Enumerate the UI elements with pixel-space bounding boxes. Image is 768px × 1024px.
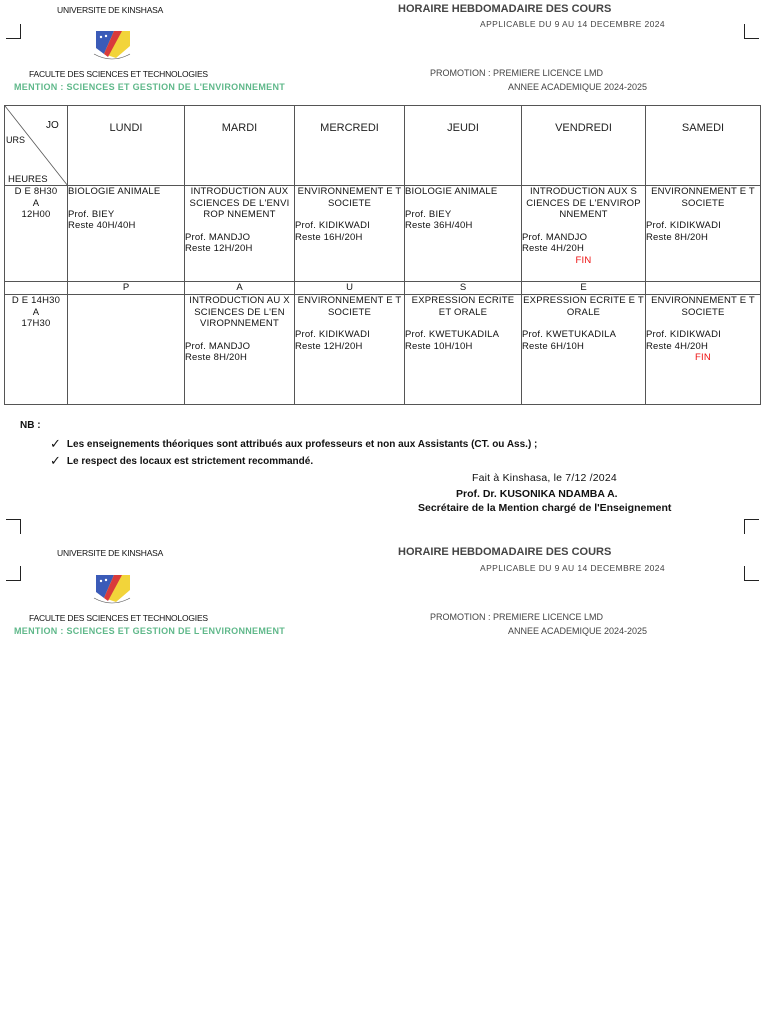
check-icon: ✓ [50, 436, 61, 451]
signatory-role: Secrétaire de la Mention chargé de l'Enseignement [418, 502, 672, 514]
course-cell [295, 186, 405, 282]
crop-mark [744, 566, 759, 581]
course-cell [646, 186, 761, 282]
schedule-title: HORAIRE HEBDOMADAIRE DES COURS [398, 3, 612, 15]
pause-letter: E [522, 282, 646, 295]
university-name: UNIVERSITE DE KINSHASA [57, 548, 164, 558]
day-header: LUNDI [68, 106, 185, 186]
academic-year: ANNEE ACADEMIQUE 2024-2025 [508, 82, 648, 92]
pause-letter: S [405, 282, 522, 295]
course-title: INTRODUCTION AU X SCIENCES DE L'EN VIROPNNEMENT [189, 295, 290, 329]
university-logo [90, 572, 134, 606]
course-professor: Prof. KIDIKWADI [646, 220, 721, 231]
course-professor: Prof. BIEY [68, 208, 115, 220]
time-slot [5, 186, 68, 282]
course-title: EXPRESSION ECRITE E T ORALE [523, 295, 644, 318]
course-title: BIOLOGIE ANIMALE [405, 186, 498, 197]
pause-letter: P [68, 282, 185, 295]
course-title: ENVIRONNEMENT E T SOCIETE [651, 186, 755, 209]
course-cell [185, 295, 295, 405]
table-header-row [5, 106, 761, 186]
day-header: MERCREDI [295, 106, 405, 186]
course-end-marker: FIN [575, 254, 592, 266]
course-professor: Prof. KWETUKADILA [405, 329, 500, 340]
corner-urs: URS [6, 135, 26, 145]
university-name: UNIVERSITE DE KINSHASA [57, 5, 164, 15]
time-to: 17H30 [21, 318, 51, 329]
course-cell [185, 186, 295, 282]
table-row-morning [5, 186, 761, 282]
corner-cell [5, 106, 68, 186]
check-icon: ✓ [50, 453, 61, 468]
mention-name: MENTION : SCIENCES ET GESTION DE L'ENVIRONNEMENT [14, 626, 286, 636]
pause-cell [646, 282, 761, 295]
course-remaining: Reste 12H/20H [185, 243, 253, 254]
course-title: INTRODUCTION AUX SCIENCES DE L'ENVI ROP NNEMENT [189, 186, 290, 220]
course-remaining: Reste 8H/20H [185, 352, 248, 363]
time-sep: A [32, 306, 40, 318]
crop-mark [744, 519, 759, 534]
course-remaining: Reste 6H/10H [522, 340, 585, 352]
applicable-dates: APPLICABLE DU 9 AU 14 DECEMBRE 2024 [480, 563, 666, 573]
signatory-name: Prof. Dr. KUSONIKA NDAMBA A. [456, 488, 618, 500]
course-professor: Prof. KIDIKWADI [295, 329, 370, 340]
day-header: SAMEDI [646, 106, 761, 186]
course-cell [522, 295, 646, 405]
mention-name: MENTION : SCIENCES ET GESTION DE L'ENVIRONNEMENT [14, 82, 286, 92]
day-header: VENDREDI [522, 106, 646, 186]
table-row-pause [5, 282, 761, 295]
promotion: PROMOTION : PREMIERE LICENCE LMD [430, 68, 604, 78]
time-from: D E 14H30 [11, 295, 61, 306]
time-from: D E 8H30 [14, 186, 58, 197]
faculty-name: FACULTE DES SCIENCES ET TECHNOLOGIES [29, 613, 208, 623]
university-logo [90, 28, 134, 62]
course-title: EXPRESSION ECRITE ET ORALE [411, 295, 515, 318]
course-professor: Prof. KWETUKADILA [522, 329, 617, 340]
promotion: PROMOTION : PREMIERE LICENCE LMD [430, 612, 604, 622]
course-remaining: Reste 4H/20H [522, 243, 585, 254]
course-professor: Prof. KIDIKWADI [295, 220, 370, 231]
course-cell [522, 186, 646, 282]
time-slot [5, 295, 68, 405]
pause-cell [5, 282, 68, 295]
course-remaining: Reste 4H/20H [646, 340, 709, 352]
day-header: MARDI [185, 106, 295, 186]
table-row-afternoon [5, 295, 761, 405]
course-cell [646, 295, 761, 405]
pause-letter: A [185, 282, 295, 295]
course-cell [405, 186, 522, 282]
time-sep: A [32, 197, 40, 209]
crop-mark [744, 24, 759, 39]
course-cell-empty [68, 295, 185, 405]
course-title: INTRODUCTION AUX S CIENCES DE L'ENVIROP NNEMENT [526, 186, 641, 220]
crop-mark [6, 519, 21, 534]
schedule-table [4, 105, 761, 405]
course-remaining: Reste 16H/20H [295, 231, 363, 243]
course-title: BIOLOGIE ANIMALE [68, 186, 161, 197]
course-title: ENVIRONNEMENT E T SOCIETE [651, 295, 755, 318]
corner-jours: JO [46, 120, 59, 131]
course-cell [295, 295, 405, 405]
academic-year: ANNEE ACADEMIQUE 2024-2025 [508, 626, 648, 636]
course-remaining: Reste 36H/40H [405, 220, 473, 231]
course-professor: Prof. MANDJO [185, 231, 251, 243]
place-date: Fait à Kinshasa, le 7/12 /2024 [472, 472, 617, 484]
note-text: Les enseignements théoriques sont attribués aux professeurs et non aux Assistants (CT. ou Ass.) ; [66, 438, 538, 450]
course-title: ENVIRONNEMENT E T SOCIETE [297, 295, 402, 318]
crop-mark [6, 24, 21, 39]
note-text: Le respect des locaux est strictement recommandé. [66, 455, 314, 467]
course-end-marker: FIN [695, 352, 711, 363]
course-remaining: Reste 8H/20H [646, 231, 709, 243]
faculty-name: FACULTE DES SCIENCES ET TECHNOLOGIES [29, 69, 208, 79]
applicable-dates: APPLICABLE DU 9 AU 14 DECEMBRE 2024 [480, 19, 666, 29]
course-remaining: Reste 40H/40H [68, 220, 136, 231]
crop-mark [6, 566, 21, 581]
course-remaining: Reste 10H/10H [405, 340, 473, 352]
course-remaining: Reste 12H/20H [295, 340, 363, 352]
notes-label: NB : [20, 420, 41, 431]
pause-letter: U [295, 282, 405, 295]
schedule-title: HORAIRE HEBDOMADAIRE DES COURS [398, 546, 612, 558]
day-header: JEUDI [405, 106, 522, 186]
corner-heures: HEURES [8, 174, 48, 185]
course-professor: Prof. BIEY [405, 208, 452, 220]
course-cell [405, 295, 522, 405]
time-to: 12H00 [21, 209, 51, 220]
course-professor: Prof. MANDJO [185, 340, 251, 352]
course-title: ENVIRONNEMENT E T SOCIETE [297, 186, 402, 209]
course-cell [68, 186, 185, 282]
note-item [50, 436, 537, 452]
course-professor: Prof. KIDIKWADI [646, 329, 721, 340]
note-item [50, 453, 313, 469]
course-professor: Prof. MANDJO [522, 231, 588, 243]
